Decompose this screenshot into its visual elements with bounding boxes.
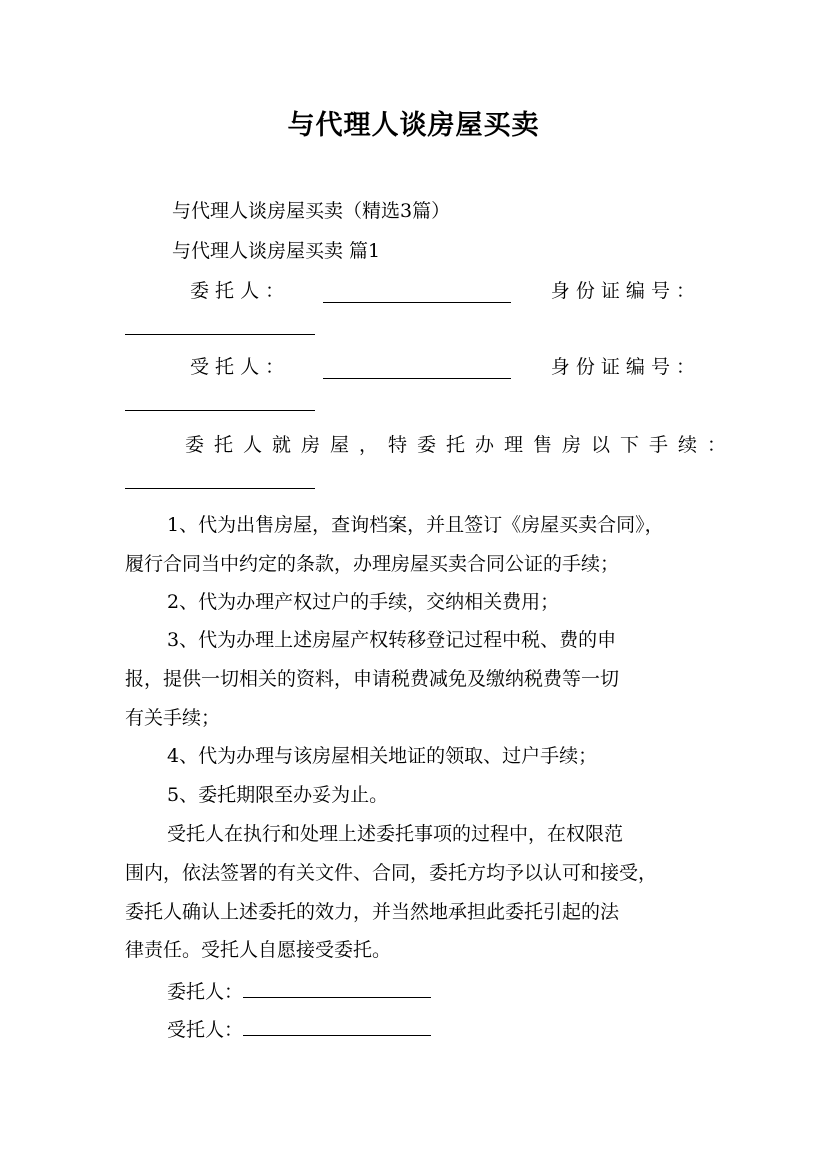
- agent-name-blank: [323, 360, 511, 379]
- clause-line-3: 委托人确认上述委托的效力，并当然地承担此委托引起的法: [125, 901, 620, 923]
- principal-row: [190, 279, 695, 303]
- clause-line-1: 受托人在执行和处理上述委托事项的过程中，在权限范: [167, 823, 624, 845]
- agent-id-label: 身 份 证 编 号 ：: [550, 356, 695, 378]
- agent-row: [190, 355, 695, 379]
- intro-blank: [125, 470, 315, 489]
- item-3-line-3: 有关手续；: [125, 707, 221, 729]
- intro-text: 委托人就房屋，特委托办理售房以下手续：: [185, 434, 737, 456]
- principal-id-blank: [125, 316, 315, 335]
- clause-line-2: 围内，依法签署的有关文件、合同，委托方均予以认可和接受，: [125, 862, 658, 884]
- sign-agent-blank: [243, 1017, 431, 1036]
- sign-agent-label: 受托人：: [167, 1019, 244, 1041]
- item-1-line-1: 1、代为出售房屋，查询档案，并且签订《房屋买卖合同》，: [167, 514, 664, 536]
- principal-name-blank: [323, 284, 511, 303]
- agent-id-blank: [125, 392, 315, 411]
- item-3-line-2: 报，提供一切相关的资料，申请税费减免及缴纳税费等一切: [125, 668, 620, 690]
- sign-principal-blank: [243, 979, 431, 998]
- item-4: 4、代为办理与该房屋相关地证的领取、过户手续；: [167, 745, 598, 767]
- sign-agent-row: [167, 1017, 431, 1042]
- item-1-line-2: 履行合同当中约定的条款，办理房屋买卖合同公证的手续；: [125, 553, 620, 575]
- intro-blank-row: [125, 470, 315, 495]
- sign-principal-label: 委托人：: [167, 981, 244, 1003]
- clause-line-4: 律责任。受托人自愿接受委托。: [125, 939, 392, 961]
- subtitle: 与代理人谈房屋买卖（精选3篇）: [172, 200, 451, 222]
- principal-id-blank-row: [125, 316, 315, 341]
- principal-id-label: 身 份 证 编 号 ：: [550, 280, 695, 302]
- section-heading: 与代理人谈房屋买卖 篇1: [172, 240, 381, 262]
- item-2: 2、代为办理产权过户的手续，交纳相关费用；: [167, 591, 560, 613]
- item-3-line-1: 3、代为办理上述房屋产权转移登记过程中税、费的申: [167, 629, 617, 651]
- principal-label: 委 托 人 ：: [190, 280, 285, 302]
- agent-id-blank-row: [125, 392, 315, 417]
- sign-principal-row: [167, 979, 431, 1004]
- document-title: 与代理人谈房屋买卖: [287, 110, 540, 141]
- agent-label: 受 托 人 ：: [190, 356, 285, 378]
- item-5: 5、委托期限至办妥为止。: [167, 784, 389, 806]
